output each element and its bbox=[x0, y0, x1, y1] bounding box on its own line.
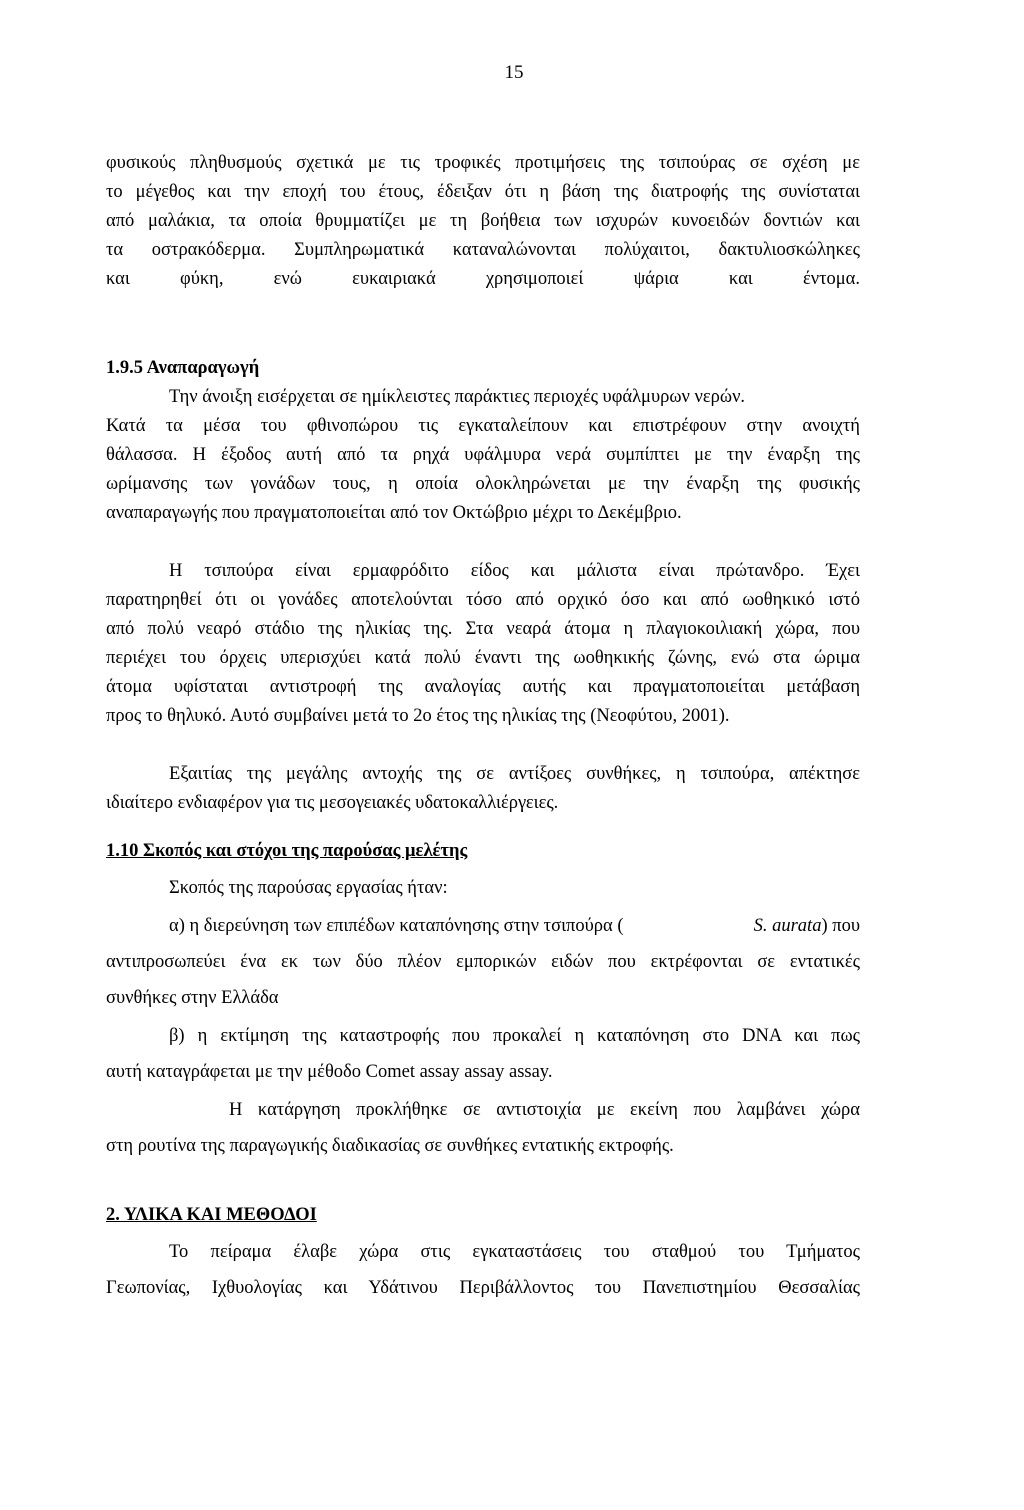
species-name: S. aurata bbox=[753, 916, 822, 936]
paragraph-line: συνθήκες στην Ελλάδα bbox=[106, 988, 279, 1008]
paragraph-line: παρατηρηθεί ότι οι γονάδες αποτελούνται τόσο από ορχικό όσο και από ωοθηκικό ιστό bbox=[106, 590, 860, 610]
paragraph-line: Κατά τα μέσα του φθινοπώρου τις εγκαταλείπουν και επιστρέφουν στην ανοιχτή bbox=[106, 416, 860, 436]
paragraph-line: Γεωπονίας, Ιχθυολογίας και Υδάτινου Περιβάλλοντος του Πανεπιστημίου Θεσσαλίας bbox=[106, 1278, 860, 1298]
paragraph-line: Η κατάργηση προκλήθηκε σε αντιστοιχία με εκείνη που λαμβάνει χώρα bbox=[229, 1100, 860, 1120]
paragraph-line: αυτή καταγράφεται με την μέθοδο Comet assay assay assay. bbox=[106, 1062, 553, 1082]
paragraph-line: Το πείραμα έλαβε χώρα στις εγκαταστάσεις του σταθμού του Τμήματος bbox=[169, 1242, 860, 1262]
paragraph-line: φυσικούς πληθυσμούς σχετικά με τις τροφικές προτιμήσεις της τσιπούρας σε σχέση με bbox=[106, 153, 860, 173]
paragraph-line: Σκοπός της παρούσας εργασίας ήταν: bbox=[169, 878, 448, 898]
paragraph-line: Την άνοιξη εισέρχεται σε ημίκλειστες παράκτιες περιοχές υφάλμυρων νερών. bbox=[169, 387, 746, 407]
paragraph-line: από μαλάκια, τα οποία θρυμματίζει με τη βοήθεια των ισχυρών κυνοειδών δοντιών και bbox=[106, 211, 860, 231]
paragraph-line: προς το θηλυκό. Αυτό συμβαίνει μετά το 2ο έτος της ηλικίας της (Νεοφύτου, 2001). bbox=[106, 706, 730, 726]
section-heading-2: 2. ΥΛΙΚΑ ΚΑΙ ΜΕΘΟΔΟΙ bbox=[106, 1205, 317, 1225]
list-item-a-text-end: ) που bbox=[821, 916, 860, 936]
page-number: 15 bbox=[504, 62, 524, 83]
paragraph-line: από πολύ νεαρό στάδιο της ηλικίας της. Στα νεαρά άτομα η πλαγιοκοιλιακή χώρα, που bbox=[106, 619, 860, 639]
list-item-b: β) η εκτίμηση της καταστροφής που προκαλεί η καταπόνηση στο DNA και πως bbox=[169, 1026, 860, 1046]
section-heading-1-10: 1.10 Σκοπός και στόχοι της παρούσας μελέτης bbox=[106, 841, 468, 861]
section-heading-1-9-5: 1.9.5 Αναπαραγωγή bbox=[106, 358, 260, 378]
paragraph-line: αναπαραγωγής που πραγματοποιείται από τον Οκτώβριο μέχρι το Δεκέμβριο. bbox=[106, 503, 682, 523]
paragraph-line: στη ρουτίνα της παραγωγικής διαδικασίας σε συνθήκες εντατικής εκτροφής. bbox=[106, 1136, 674, 1156]
paragraph-line: άτομα υφίσταται αντιστροφή της αναλογίας αυτής και πραγματοποιείται μετάβαση bbox=[106, 677, 860, 697]
paragraph-line: αντιπροσωπεύει ένα εκ των δύο πλέον εμπορικών ειδών που εκτρέφονται σε εντατικές bbox=[106, 952, 860, 972]
paragraph-line: ωρίμανσης των γονάδων τους, η οποία ολοκληρώνεται με την έναρξη της φυσικής bbox=[106, 474, 860, 494]
paragraph-line: τα οστρακόδερμα. Συμπληρωματικά καταναλώνονται πολύχαιτοι, δακτυλιοσκώληκες bbox=[106, 240, 860, 260]
paragraph-line: και φύκη, ενώ ευκαιριακά χρησιμοποιεί ψάρια και έντομα. bbox=[106, 269, 860, 289]
paragraph-line: Εξαιτίας της μεγάλης αντοχής της σε αντίξοες συνθήκες, η τσιπούρα, απέκτησε bbox=[169, 764, 860, 784]
paragraph-line: περιέχει του όρχεις υπερισχύει κατά πολύ έναντι της ωοθηκικής ζώνης, ενώ στα ώριμα bbox=[106, 648, 860, 668]
paragraph-line: ιδιαίτερο ενδιαφέρον για τις μεσογειακές υδατοκαλλιέργειες. bbox=[106, 793, 559, 813]
list-item-a bbox=[169, 915, 860, 937]
list-item-a-text: α) η διερεύνηση των επιπέδων καταπόνησης στην τσιπούρα ( bbox=[169, 916, 624, 936]
paragraph-line: θάλασσα. Η έξοδος αυτή από τα ρηχά υφάλμυρα νερά συμπίπτει με την έναρξη της bbox=[106, 445, 860, 465]
paragraph-line: το μέγεθος και την εποχή του έτους, έδειξαν ότι η βάση της διατροφής της συνίσταται bbox=[106, 182, 860, 202]
paragraph-line: Η τσιπούρα είναι ερμαφρόδιτο είδος και μάλιστα είναι πρώτανδρο. Έχει bbox=[169, 561, 860, 581]
